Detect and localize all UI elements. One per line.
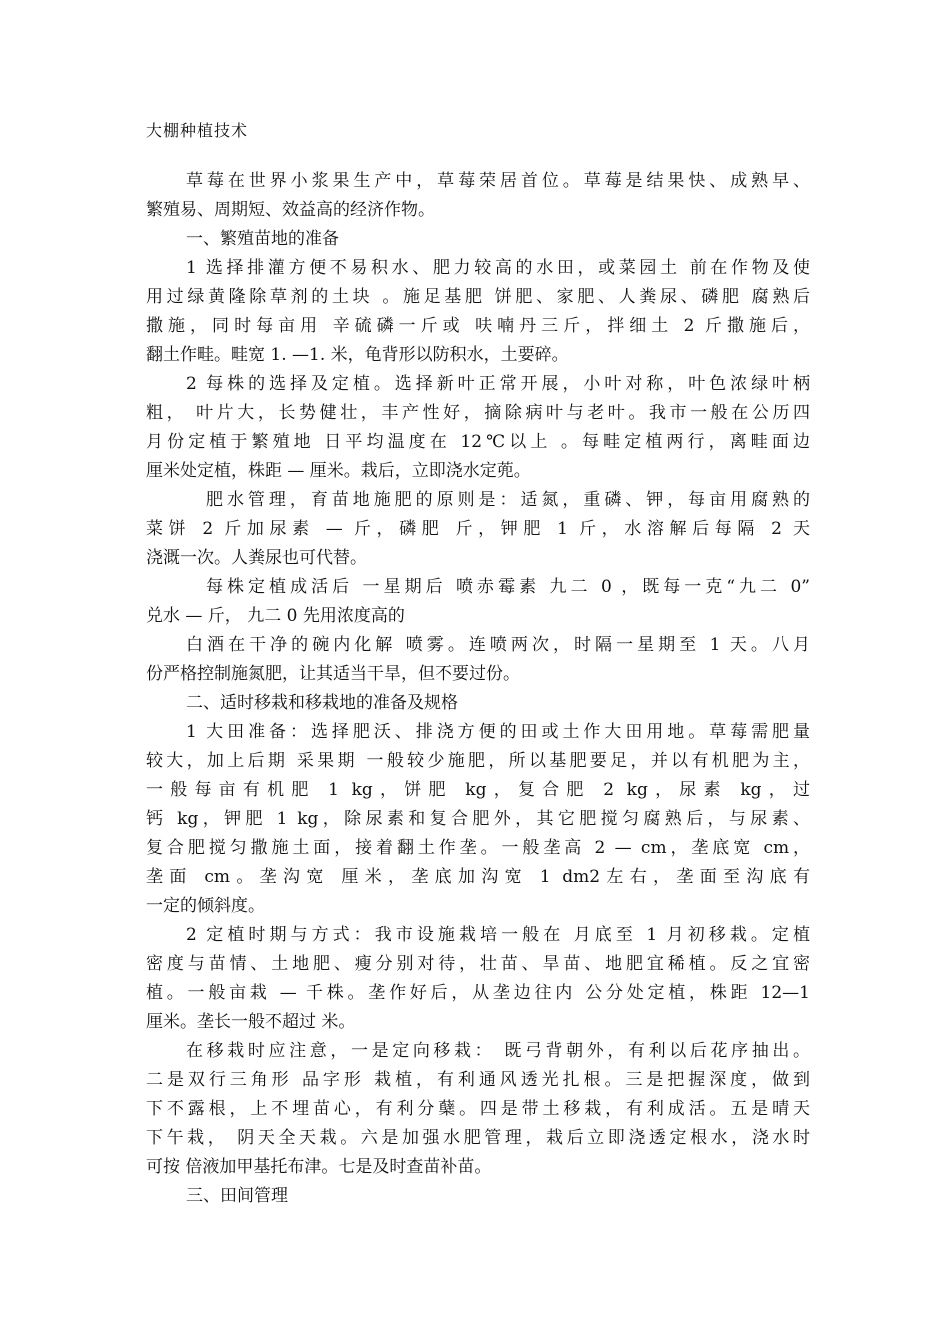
document-title: 大棚种植技术 xyxy=(146,121,249,140)
paragraph-line: 1 选择排灌方便不易积水、肥力较高的水田，或菜园土 前在作物及使 xyxy=(186,258,810,278)
paragraph-line: 一定的倾斜度。 xyxy=(146,896,265,916)
paragraph-line: 浇溉一次。人粪尿也可代替。 xyxy=(146,548,367,568)
paragraph-line: 一般每亩有机肥 1 kg，饼肥 kg，复合肥 2 kg，尿素 kg，过 xyxy=(146,780,810,800)
paragraph-line: 下午栽， 阴天全天栽。六是加强水肥管理，栽后立即浇透定根水，浇水时 xyxy=(146,1128,810,1148)
paragraph-line: 垄面 cm。垄沟宽 厘米，垄底加沟宽 1 dm2左右，垄面至沟底有 xyxy=(146,867,810,887)
paragraph-line: 在移栽时应注意，一是定向移栽： 既弓背朝外，有利以后花序抽出。 xyxy=(186,1041,810,1061)
paragraph-line: 复合肥搅匀撒施土面，接着翻土作垄。一般垄高 2 — cm，垄底宽 cm， xyxy=(146,838,810,858)
paragraph-line: 菜饼 2 斤加尿素 — 斤，磷肥 斤，钾肥 1 斤，水溶解后每隔 2 天 xyxy=(146,519,810,539)
paragraph-line: 撒施，同时每亩用 辛硫磷一斤或 呋喃丹三斤，拌细土 2 斤撒施后， xyxy=(146,316,810,336)
paragraph-line: 较大，加上后期 采果期 一般较少施肥，所以基肥要足，并以有机肥为主， xyxy=(146,751,810,771)
paragraph-line: 厘米。垄长一般不超过 米。 xyxy=(146,1012,356,1032)
paragraph-line: 二是双行三角形 品字形 栽植，有利通风透光扎根。三是把握深度，做到 xyxy=(146,1070,810,1090)
paragraph-line: 肥水管理，育苗地施肥的原则是：适氮，重磷、钾，每亩用腐熟的 xyxy=(206,490,810,510)
paragraph-line: 份严格控制施氮肥，让其适当干旱，但不要过份。 xyxy=(146,664,520,684)
paragraph-line: 翻土作畦。畦宽 1. —1. 米，龟背形以防积水，土要碎。 xyxy=(146,345,569,365)
paragraph-line: 钙 kg，钾肥 1 kg，除尿素和复合肥外，其它肥搅匀腐熟后，与尿素、 xyxy=(146,809,810,829)
paragraph-line: 2 定植时期与方式：我市设施栽培一般在 月底至 1 月初移栽。定植 xyxy=(186,925,810,945)
paragraph-line: 1 大田准备：选择肥沃、排浇方便的田或土作大田用地。草莓需肥量 xyxy=(186,722,810,742)
paragraph-line: 厘米处定植，株距 — 厘米。栽后，立即浇水定蔸。 xyxy=(146,461,531,481)
section-heading: 一、繁殖苗地的准备 xyxy=(186,229,339,249)
paragraph-line: 草莓在世界小浆果生产中，草莓荣居首位。草莓是结果快、成熟早、 xyxy=(186,171,810,191)
paragraph-line: 密度与苗情、土地肥、瘦分别对待，壮苗、旱苗、地肥宜稀植。反之宜密 xyxy=(146,954,810,974)
paragraph-line: 2 每株的选择及定植。选择新叶正常开展，小叶对称，叶色浓绿叶柄 xyxy=(186,374,810,394)
paragraph-line: 可按 倍液加甲基托布津。七是及时查苗补苗。 xyxy=(146,1157,492,1177)
paragraph-line: 用过绿黄隆除草剂的土块 。施足基肥 饼肥、家肥、人粪尿、磷肥 腐熟后 xyxy=(146,287,810,307)
paragraph-line: 每株定植成活后 一星期后 喷赤霉素 九二 0 ，既每一克“九二 0” xyxy=(206,577,810,597)
section-heading: 二、适时移栽和移栽地的准备及规格 xyxy=(186,693,458,713)
section-heading: 三、田间管理 xyxy=(186,1186,288,1206)
paragraph-line: 植。一般亩栽 — 千株。垄作好后，从垄边往内 公分处定植，株距 12—1 xyxy=(146,983,810,1003)
paragraph-line: 月份定植于繁殖地 日平均温度在 12℃以上 。每畦定植两行，离畦面边 xyxy=(146,432,810,452)
paragraph-line: 白酒在干净的碗内化解 喷雾。连喷两次，时隔一星期至 1 天。八月 xyxy=(186,635,810,655)
paragraph-line: 粗， 叶片大，长势健壮，丰产性好，摘除病叶与老叶。我市一般在公历四 xyxy=(146,403,810,423)
paragraph-line: 繁殖易、周期短、效益高的经济作物。 xyxy=(146,200,435,220)
paragraph-line: 兑水 — 斤， 九二 0 先用浓度高的 xyxy=(146,606,405,626)
paragraph-line: 下不露根，上不埋苗心，有利分蘖。四是带土移栽，有利成活。五是晴天 xyxy=(146,1099,810,1119)
